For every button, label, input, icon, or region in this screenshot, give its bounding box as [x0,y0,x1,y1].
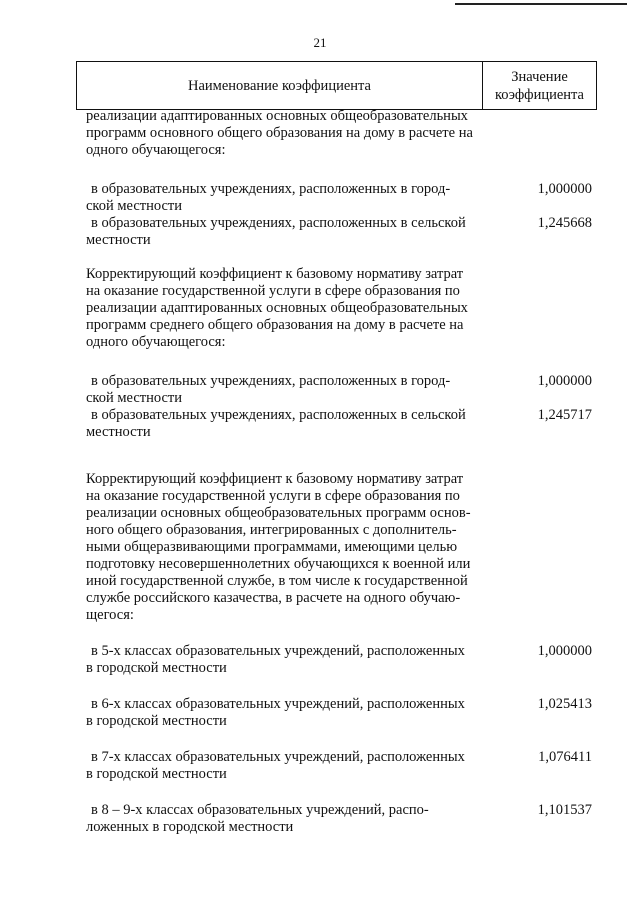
coefficient-value: 1,000000 [537,373,592,389]
coefficient-value: 1,000000 [537,643,592,659]
row-line1: в 7-х классах образовательных учреждений, расположенных [91,749,465,765]
lead-line: программ основного общего образования на дому в расчете на [86,125,473,141]
header-value-column [483,62,596,109]
row-line2: местности [86,424,151,440]
lead-line: реализации адаптированных основных общеобразовательных [86,108,468,124]
lead-line: Корректирующий коэффициент к базовому нормативу затрат [86,471,464,487]
coefficient-value: 1,076411 [538,749,592,765]
lead-line: реализации адаптированных основных общеобразовательных [86,300,468,316]
lead-line: на оказание государственной услуги в сфере образования по [86,488,460,504]
coefficient-row [86,181,606,215]
lead-line: подготовку несовершеннолетних обучающихся к военной или [86,556,471,572]
lead-line: одного обучающегося: [86,142,226,158]
lead-line: реализации основных общеобразовательных программ основ- [86,505,471,521]
coefficient-row [86,643,606,677]
page-number: 21 [313,35,327,50]
lead-line: на оказание государственной услуги в сфере образования по [86,283,460,299]
header-value-line1: Значение [511,68,568,85]
lead-line: Корректирующий коэффициент к базовому нормативу затрат [86,266,464,282]
table-header [76,61,597,110]
coefficient-list [86,108,606,836]
lead-line: ного общего образования, интегрированных с дополнитель- [86,522,457,538]
row-line2: ской местности [86,198,183,214]
coefficient-value: 1,025413 [537,696,592,712]
coefficient-value: 1,245668 [537,215,592,231]
coefficient-row [86,749,606,783]
row-line1: в образовательных учреждениях, расположенных в сельской [91,407,466,423]
coefficient-value: 1,101537 [537,802,592,818]
row-line1: в образовательных учреждениях, расположенных в город- [91,181,451,197]
row-line1: в 8 – 9-х классах образовательных учреждений, распо- [91,802,429,818]
coefficient-row [86,373,606,407]
row-line2: в городской местности [86,660,227,676]
top-rule [455,3,627,5]
lead-line: иной государственной службе, в том числе к государственной [86,573,468,589]
coefficient-row [86,215,606,249]
header-value-line2: коэффициента [494,86,584,103]
row-line2: в городской местности [86,766,227,782]
block-0-lead [86,108,482,159]
block-2-lead [86,471,482,624]
lead-line: щегося: [86,607,134,623]
lead-line: одного обучающегося: [86,334,226,350]
lead-line: программ среднего общего образования на дому в расчете на [86,317,464,333]
row-line2: ложенных в городской местности [86,819,294,835]
coefficient-value: 1,000000 [537,181,592,197]
coefficient-row [86,696,606,730]
row-line1: в 5-х классах образовательных учреждений, расположенных [91,643,465,659]
row-line1: в образовательных учреждениях, расположенных в город- [91,373,451,389]
lead-line: службе российского казачества, в расчете на одного обучаю- [86,590,461,606]
coefficient-row [86,407,606,441]
coefficient-value: 1,245717 [537,407,592,423]
row-line1: в образовательных учреждениях, расположенных в сельской [91,215,466,231]
row-line2: в городской местности [86,713,227,729]
row-line2: ской местности [86,390,183,406]
row-line1: в 6-х классах образовательных учреждений, расположенных [91,696,465,712]
lead-line: ными общеразвивающими программами, имеющими целью [86,539,458,555]
row-line2: местности [86,232,151,248]
header-name-column: Наименование коэффициента [77,62,483,109]
coefficient-row [86,802,606,836]
block-1-lead [86,266,482,351]
